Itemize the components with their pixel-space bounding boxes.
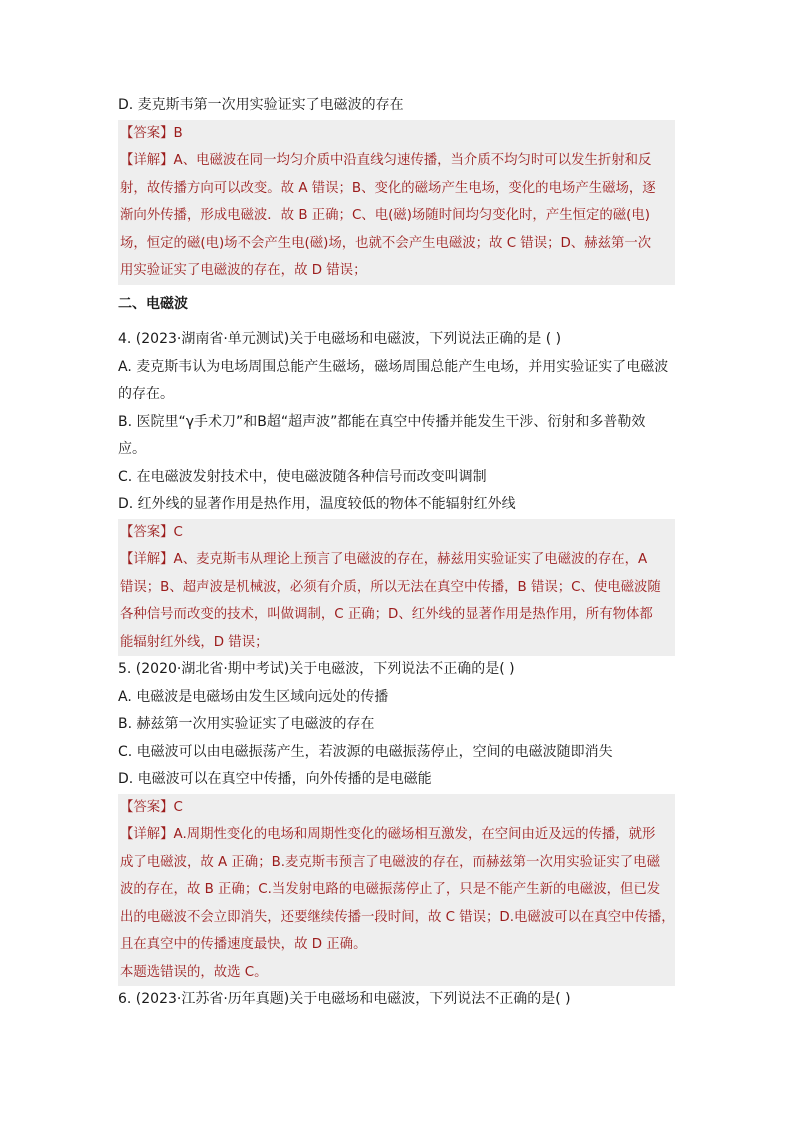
explain-line: 且在真空中的传播速度最快，故 D 正确。: [120, 937, 367, 952]
q3-answer-box: [118, 120, 675, 285]
explain-line: 【详解】A、麦克斯韦从理论上预言了电磁波的存在，赫兹用实验证实了电磁波的存在，A: [120, 552, 648, 567]
q4-option: B. 医院里“γ手术刀”和B超“超声波”都能在真空中传播并能发生干涉、衍射和多普勒效: [118, 413, 646, 430]
q4-option: 的存在。: [118, 386, 174, 402]
explain-line: 本题选错误的，故选 C。: [120, 964, 268, 980]
q5-option: C. 电磁波可以由电磁振荡产生，若波源的电磁振荡停止，空间的电磁波随即消失: [118, 743, 613, 760]
q5-option: D. 电磁波可以在真空中传播，向外传播的是电磁能: [118, 771, 432, 787]
q4-stem: 4. (2023·湖南省·单元测试)关于电磁场和电磁波，下列说法正确的是 ( ): [118, 331, 562, 347]
q4-option: D. 红外线的显著作用是热作用，温度较低的物体不能辐射红外线: [118, 496, 516, 512]
explain-line: 场，恒定的磁(电)场不会产生电(磁)场，也就不会产生电磁波；故 C 错误；D、赫兹第一次: [120, 235, 652, 251]
q5-option: B. 赫兹第一次用实验证实了电磁波的存在: [118, 716, 375, 732]
explain-line: 波的存在，故 B 正确；C.当发射电路的电磁振荡停止了，只是不能产生新的电磁波，但已发: [120, 882, 661, 897]
explain-line: 【详解】A、电磁波在同一均匀介质中沿直线匀速传播，当介质不均匀时可以发生折射和反: [120, 153, 652, 168]
explain-line: 能辐射红外线，D 错误；: [120, 634, 269, 650]
explain-line: 【详解】A.周期性变化的电场和周期性变化的磁场相互激发，在空间由近及远的传播，就形: [120, 827, 656, 842]
q5-option: A. 电磁波是电磁场由发生区域向远处的传播: [118, 688, 389, 705]
q5-answer-box: [118, 794, 675, 987]
q4-answer-box: [118, 519, 675, 657]
q6-stem: 6. (2023·江苏省·历年真题)关于电磁场和电磁波，下列说法不正确的是( ): [118, 991, 571, 1007]
answer-label: 【答案】B: [120, 125, 183, 141]
q4-option: C. 在电磁波发射技术中，使电磁波随各种信号而改变叫调制: [118, 468, 487, 485]
q4-option: A. 麦克斯韦认为电场周围总能产生磁场，磁场周围总能产生电场，并用实验证实了电磁波: [118, 358, 669, 375]
answer-label: 【答案】C: [120, 524, 183, 540]
explain-line: 出的电磁波不会立即消失，还要继续传播一段时间，故 C 错误；D.电磁波可以在真空中传播，: [120, 909, 675, 925]
q4-option: 应。: [118, 441, 146, 457]
explain-line: 各种信号而改变的技术，叫做调制，C 正确；D、红外线的显著作用是热作用，所有物体都: [120, 607, 653, 622]
explain-line: 错误；B、超声波是机械波，必须有介质，所以无法在真空中传播，B 错误；C、使电磁波随: [120, 579, 661, 595]
explain-line: 用实验证实了电磁波的存在，故 D 错误；: [120, 263, 367, 278]
section-title: 二、电磁波: [118, 295, 188, 312]
explain-line: 射，故传播方向可以改变。故 A 错误；B、变化的磁场产生电场，变化的电场产生磁场，逐: [120, 180, 656, 196]
q3-option-d: D. 麦克斯韦第一次用实验证实了电磁波的存在: [118, 97, 404, 113]
document-page: [118, 92, 675, 1014]
explain-line: 渐向外传播，形成电磁波．故 B 正确；C、电(磁)场随时间均匀变化时，产生恒定的磁(电): [120, 208, 651, 223]
explain-line: 成了电磁波，故 A 正确；B.麦克斯韦预言了电磁波的存在，而赫兹第一次用实验证实了电磁: [120, 854, 660, 870]
q5-stem: 5. (2020·湖北省·期中考试)关于电磁波，下列说法不正确的是( ): [118, 661, 515, 677]
answer-label: 【答案】C: [120, 799, 183, 815]
